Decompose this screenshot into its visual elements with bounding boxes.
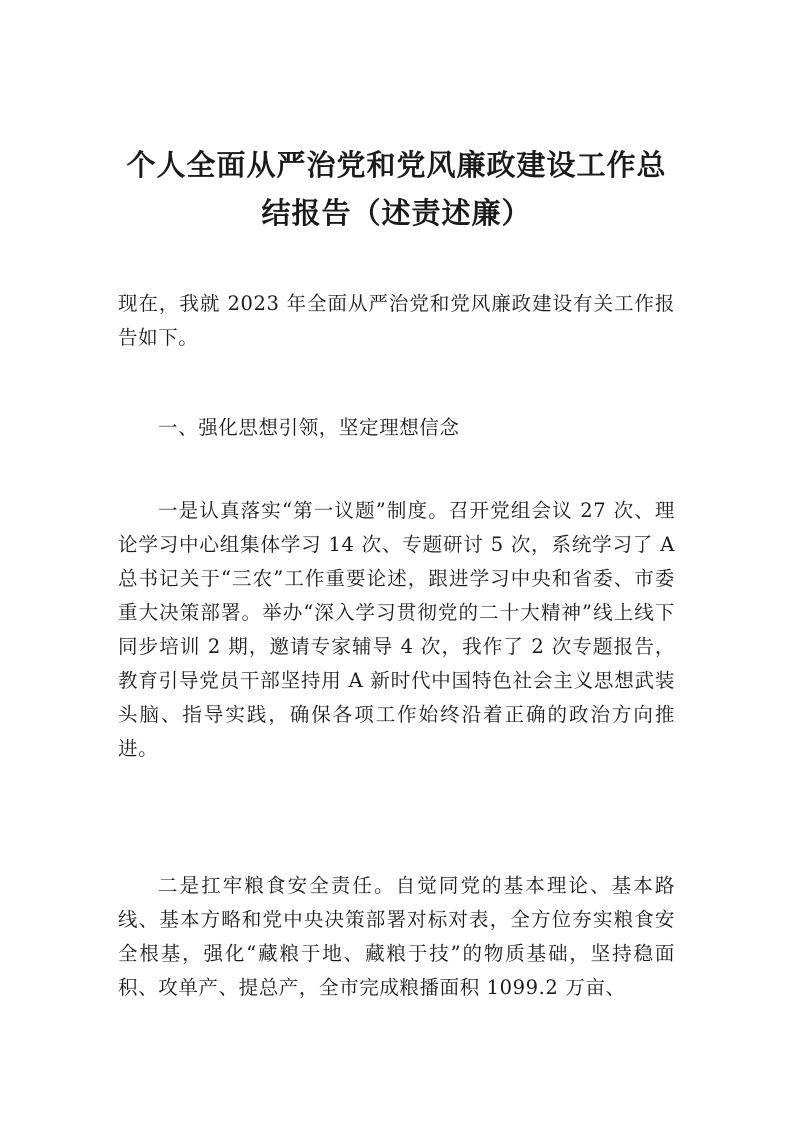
document-title — [118, 141, 675, 237]
section-heading: 一、强化思想引领，坚定理想信念 — [158, 416, 460, 439]
title-line-2: 结报告（述责述廉） — [261, 196, 532, 231]
title-line-1: 个人全面从严治党和党风廉政建设工作总 — [126, 148, 667, 183]
intro-paragraph: 现在，我就 2023 年全面从严治党和党风廉政建设有关工作报告如下。 — [118, 292, 675, 349]
body-paragraph-1: 一是认真落实“第一议题”制度。召开党组会议 27 次、理论学习中心组集体学习 14 次、专题研讨 5 次，系统学习了 A 总书记关于“三农”工作重要论述，跟进学习中央和省委、市委重大决策部署。举办“深入学习贯彻党的二十大精神”线上线下同步培训 2 期，邀请专家辅导 4 次，我作了 2 次专题报告，教育引导党员干部坚持用 A 新时代中国特色社会主义思想武装头脑、指导实践，确保各项工作始终沿着正确的政治方向推进。 — [118, 499, 675, 760]
body-paragraph-2: 二是扛牢粮食安全责任。自觉同党的基本理论、基本路线、基本方略和党中央决策部署对标对表，全方位夯实粮食安全根基，强化“藏粮于地、藏粮于技”的物质基础，坚持稳面积、攻单产、提总产，全市完成粮播面积 1099.2 万亩、 — [118, 874, 675, 999]
